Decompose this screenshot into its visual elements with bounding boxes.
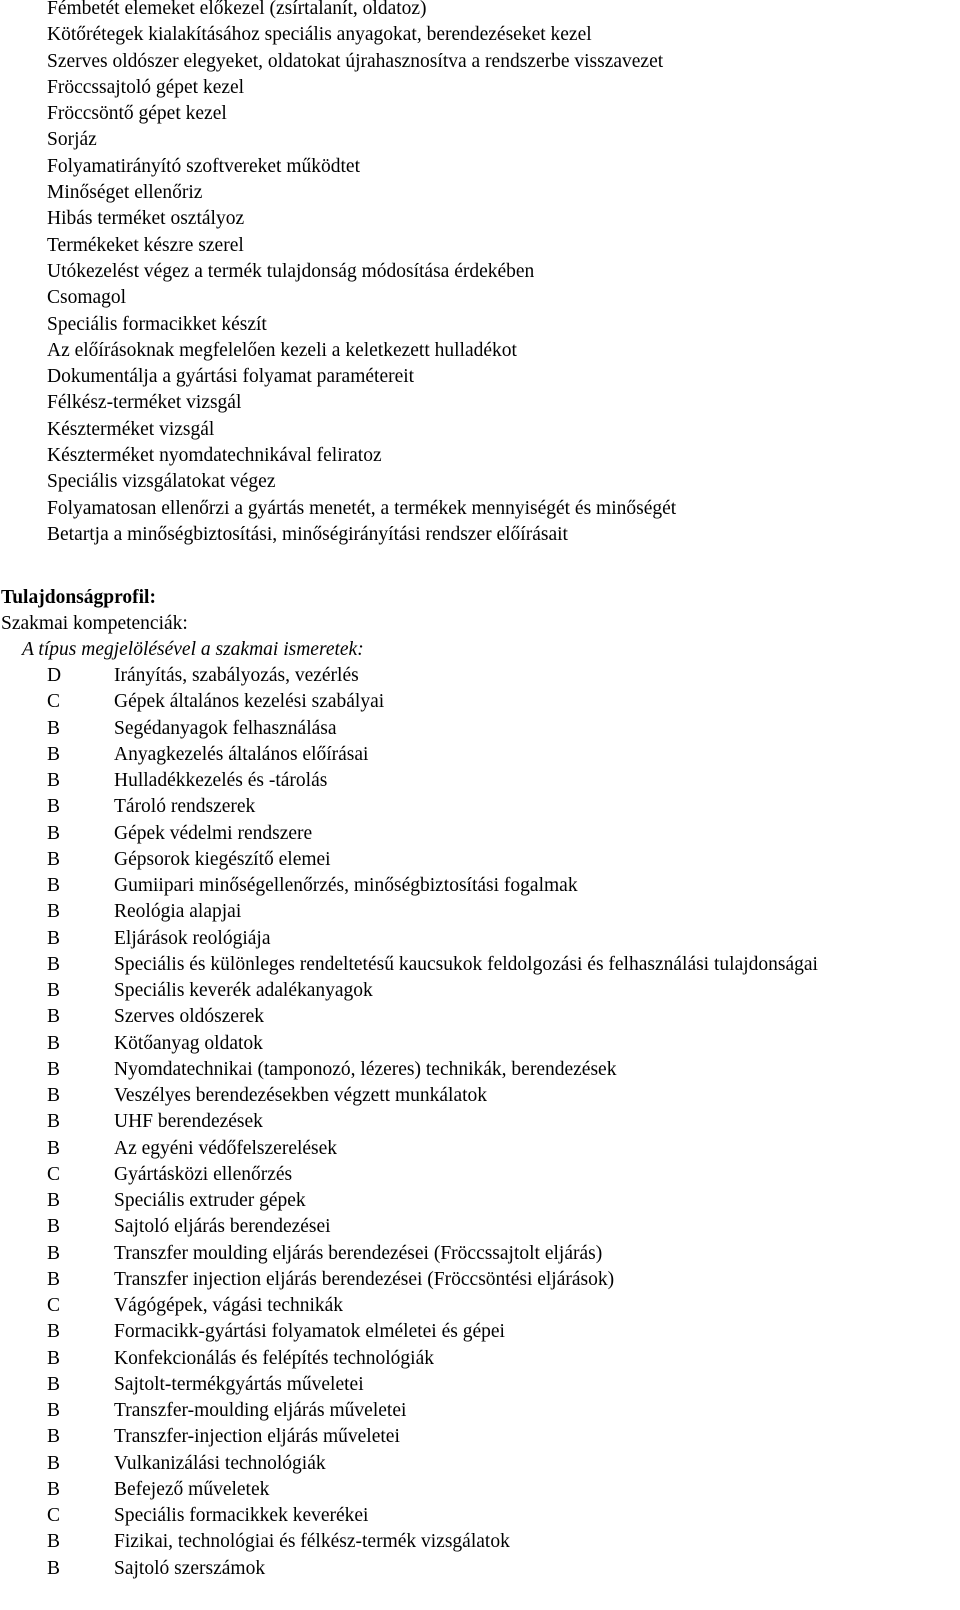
knowledge-text: Befejező műveletek (114, 1478, 270, 1500)
knowledge-text: Reológia alapjai (114, 901, 242, 923)
knowledge-type-code: B (47, 1190, 61, 1211)
task-item: Szerves oldószer elegyeket, oldatokat újrahasznosítva a rendszerbe visszavezet (47, 50, 664, 72)
knowledge-type-code: C (47, 691, 61, 713)
knowledge-item (47, 689, 818, 715)
knowledge-text: Speciális és különleges rendeltetésű kaucsukok feldolgozási és felhasználási tulajdonságai (114, 953, 818, 975)
knowledge-type-code: B (47, 1111, 61, 1133)
knowledge-text: Irányítás, szabályozás, vezérlés (114, 665, 359, 686)
knowledge-type-code: B (47, 1058, 61, 1080)
knowledge-type-code: D (47, 665, 62, 686)
knowledge-type-code: B (47, 875, 61, 896)
knowledge-text: Transzfer moulding eljárás berendezései (Fröccssajtolt eljárás) (114, 1242, 603, 1264)
knowledge-type-code: B (47, 1531, 61, 1553)
knowledge-item (47, 1188, 818, 1214)
knowledge-item (47, 1451, 818, 1477)
task-item: Készterméket vizsgál (47, 418, 215, 440)
knowledge-type-code: B (47, 1400, 61, 1421)
task-item: Csomagol (47, 287, 127, 309)
knowledge-item (47, 1319, 818, 1345)
knowledge-text: Sajtoló eljárás berendezései (114, 1216, 331, 1238)
knowledge-text: Gumiipari minőségellenőrzés, minőségbiztosítási fogalmak (114, 875, 578, 896)
knowledge-item (47, 1529, 818, 1555)
knowledge-item (47, 952, 818, 978)
task-item: Hibás terméket osztályoz (47, 208, 245, 230)
knowledge-item (47, 794, 818, 820)
task-item: Félkész-terméket vizsgál (47, 392, 242, 414)
knowledge-text: Gépsorok kiegészítő elemei (114, 848, 331, 870)
task-item: Fémbetét elemeket előkezel (zsírtalanít, oldatoz) (47, 0, 427, 19)
knowledge-text: Speciális extruder gépek (114, 1190, 306, 1211)
knowledge-item (47, 1136, 818, 1162)
knowledge-item (47, 847, 818, 873)
knowledge-text: Veszélyes berendezésekben végzett munkálatok (114, 1085, 488, 1106)
knowledge-item (47, 873, 818, 899)
task-item: Termékeket készre szerel (47, 234, 244, 256)
task-item: Minőséget ellenőriz (47, 182, 203, 204)
knowledge-type-code: B (47, 1426, 61, 1448)
knowledge-item (47, 1398, 818, 1424)
knowledge-type-code: B (47, 1347, 61, 1369)
knowledge-item (47, 1503, 818, 1529)
knowledge-item (47, 1477, 818, 1503)
knowledge-item (47, 1214, 818, 1240)
knowledge-type-code: B (47, 1216, 61, 1238)
knowledge-type-code: B (47, 770, 61, 791)
knowledge-type-code: B (47, 822, 61, 844)
knowledge-type-code: C (47, 1163, 61, 1185)
knowledge-type-code: B (47, 1557, 61, 1579)
knowledge-text: Transzfer-moulding eljárás műveletei (114, 1400, 407, 1421)
knowledge-text: Gépek védelmi rendszere (114, 822, 313, 844)
knowledge-text: Kötőanyag oldatok (114, 1032, 263, 1054)
knowledge-item (47, 1031, 818, 1057)
task-item: Utókezelést végez a termék tulajdonság módosítása érdekében (47, 260, 535, 282)
knowledge-text: Gépek általános kezelési szabályai (114, 691, 385, 713)
knowledge-type-code: B (47, 1373, 61, 1395)
knowledge-text: Transzfer-injection eljárás műveletei (114, 1426, 400, 1448)
task-item: Sorjáz (47, 129, 97, 151)
knowledge-text: Fizikai, technológiai és félkész-termék vizsgálatok (114, 1531, 510, 1553)
knowledge-item (47, 926, 818, 952)
knowledge-type-code: B (47, 1321, 61, 1343)
knowledge-intro: A típus megjelölésével a szakmai ismeretek: (22, 639, 364, 660)
knowledge-type-code: B (47, 1242, 61, 1264)
task-item: Folyamatirányító szoftvereket működtet (47, 155, 360, 177)
knowledge-text: Konfekcionálás és felépítés technológiák (114, 1347, 435, 1369)
task-item: Speciális vizsgálatokat végez (47, 471, 276, 493)
profile-heading: Tulajdonságprofil: (1, 587, 156, 608)
knowledge-type-code: B (47, 1452, 61, 1474)
knowledge-text: Vágógépek, vágási technikák (114, 1295, 344, 1316)
knowledge-text: Sajtolt-termékgyártás műveletei (114, 1373, 364, 1395)
task-item: Fröccsöntő gépet kezel (47, 103, 227, 125)
knowledge-text: Eljárások reológiája (114, 927, 271, 949)
knowledge-item (47, 663, 818, 689)
knowledge-type-code: B (47, 927, 61, 949)
knowledge-text: Speciális formacikkek keverékei (114, 1505, 369, 1526)
knowledge-text: Speciális keverék adalékanyagok (114, 980, 373, 1001)
knowledge-item (47, 1424, 818, 1450)
knowledge-item (47, 716, 818, 742)
knowledge-type-code: B (47, 953, 61, 975)
knowledge-type-code: C (47, 1295, 61, 1316)
knowledge-list (47, 663, 818, 1582)
knowledge-item (47, 978, 818, 1004)
knowledge-type-code: B (47, 1478, 61, 1500)
knowledge-type-code: B (47, 1032, 61, 1054)
knowledge-type-code: B (47, 848, 61, 870)
knowledge-type-code: B (47, 717, 61, 739)
knowledge-text: Formacikk-gyártási folyamatok elméletei és gépei (114, 1321, 505, 1343)
knowledge-item (47, 1057, 818, 1083)
knowledge-type-code: B (47, 1137, 61, 1159)
knowledge-text: Segédanyagok felhasználása (114, 717, 337, 739)
competencies-label: Szakmai kompetenciák: (1, 613, 188, 634)
task-item: Speciális formacikket készít (47, 313, 267, 335)
knowledge-text: Vulkanizálási technológiák (114, 1452, 326, 1474)
knowledge-item (47, 1372, 818, 1398)
knowledge-type-code: B (47, 796, 61, 818)
knowledge-item (47, 1109, 818, 1135)
task-item: Betartja a minőségbiztosítási, minőségirányítási rendszer előírásait (47, 523, 568, 545)
knowledge-text: Nyomdatechnikai (tamponozó, lézeres) technikák, berendezések (114, 1058, 617, 1080)
task-item: Az előírásoknak megfelelően kezeli a keletkezett hulladékot (47, 339, 517, 361)
knowledge-type-code: B (47, 743, 61, 765)
knowledge-type-code: C (47, 1505, 61, 1526)
knowledge-type-code: B (47, 901, 61, 923)
knowledge-text: Gyártásközi ellenőrzés (114, 1163, 293, 1185)
knowledge-type-code: B (47, 1006, 61, 1028)
knowledge-item (47, 821, 818, 847)
knowledge-item (47, 742, 818, 768)
task-item: Fröccssajtoló gépet kezel (47, 76, 245, 98)
task-item: Folyamatosan ellenőrzi a gyártás menetét, a termékek mennyiségét és minőségét (47, 497, 677, 519)
knowledge-item (47, 1293, 818, 1319)
knowledge-text: Anyagkezelés általános előírásai (114, 743, 369, 765)
knowledge-item (47, 1267, 818, 1293)
knowledge-item (47, 899, 818, 925)
knowledge-text: Tároló rendszerek (114, 796, 256, 818)
knowledge-item (47, 1083, 818, 1109)
knowledge-item (47, 1556, 818, 1582)
knowledge-item (47, 768, 818, 794)
knowledge-item (47, 1241, 818, 1267)
task-item: Dokumentálja a gyártási folyamat paramétereit (47, 366, 415, 388)
knowledge-text: Az egyéni védőfelszerelések (114, 1137, 338, 1159)
task-item: Készterméket nyomdatechnikával feliratoz (47, 445, 382, 467)
knowledge-type-code: B (47, 1268, 61, 1290)
knowledge-text: Szerves oldószerek (114, 1006, 264, 1028)
task-item: Kötőrétegek kialakításához speciális anyagokat, berendezéseket kezel (47, 24, 592, 46)
task-list (47, 0, 676, 548)
knowledge-item (47, 1004, 818, 1030)
knowledge-text: Sajtoló szerszámok (114, 1557, 266, 1579)
knowledge-type-code: B (47, 980, 61, 1001)
knowledge-text: UHF berendezések (114, 1111, 263, 1133)
knowledge-item (47, 1346, 818, 1372)
knowledge-item (47, 1162, 818, 1188)
knowledge-text: Transzfer injection eljárás berendezései (Fröccsöntési eljárások) (114, 1268, 615, 1290)
knowledge-type-code: B (47, 1085, 61, 1106)
knowledge-text: Hulladékkezelés és -tárolás (114, 770, 328, 791)
